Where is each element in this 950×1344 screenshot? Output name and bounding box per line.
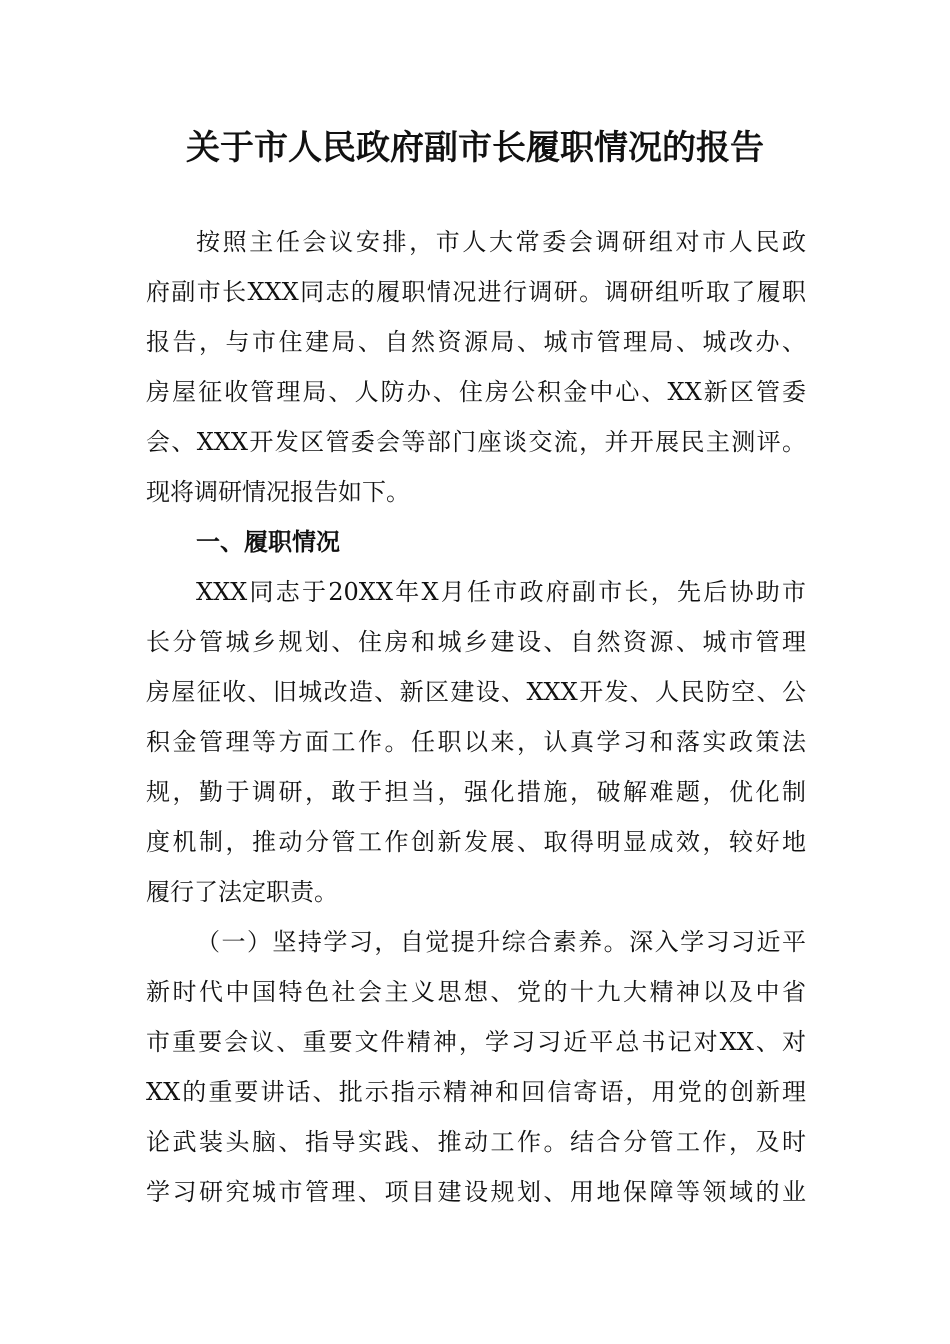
paragraph-line: 学习研究城市管理、项目建设规划、用地保障等领域的业: [146, 1178, 806, 1206]
paragraph-line: 房屋征收、旧城改造、新区建设、XXX开发、人民防空、公: [146, 678, 806, 706]
document-title: 关于市人民政府副市长履职情况的报告: [186, 128, 764, 168]
paragraph-line: 规，勤于调研，敢于担当，强化措施，破解难题，优化制: [146, 778, 806, 806]
paragraph-line: 按照主任会议安排，市人大常委会调研组对市人民政: [196, 228, 806, 256]
paragraph-line: 度机制，推动分管工作创新发展、取得明显成效，较好地: [146, 828, 806, 856]
paragraph-line: 积金管理等方面工作。任职以来，认真学习和落实政策法: [146, 728, 806, 756]
paragraph-line: 房屋征收管理局、人防办、住房公积金中心、XX新区管委: [146, 378, 806, 406]
paragraph-line: 履行了法定职责。: [146, 878, 338, 906]
paragraph-line: 新时代中国特色社会主义思想、党的十九大精神以及中省: [146, 978, 806, 1006]
paragraph-line: （一）坚持学习，自觉提升综合素养。深入学习习近平: [196, 928, 806, 956]
paragraph-line: XX的重要讲话、批示指示精神和回信寄语，用党的创新理: [146, 1078, 806, 1106]
paragraph-line: 报告，与市住建局、自然资源局、城市管理局、城改办、: [146, 328, 806, 356]
paragraph-line: 府副市长XXX同志的履职情况进行调研。调研组听取了履职: [146, 278, 806, 306]
paragraph-line: 现将调研情况报告如下。: [146, 478, 410, 506]
paragraph-line: XXX同志于20XX年X月任市政府副市长，先后协助市: [196, 578, 806, 606]
paragraph-line: 论武装头脑、指导实践、推动工作。结合分管工作，及时: [146, 1128, 806, 1156]
paragraph-line: 长分管城乡规划、住房和城乡建设、自然资源、城市管理: [146, 628, 806, 656]
paragraph-line: 会、XXX开发区管委会等部门座谈交流，并开展民主测评。: [146, 428, 806, 456]
paragraph-line: 市重要会议、重要文件精神，学习习近平总书记对XX、对: [146, 1028, 806, 1056]
section-heading: 一、履职情况: [196, 528, 340, 556]
